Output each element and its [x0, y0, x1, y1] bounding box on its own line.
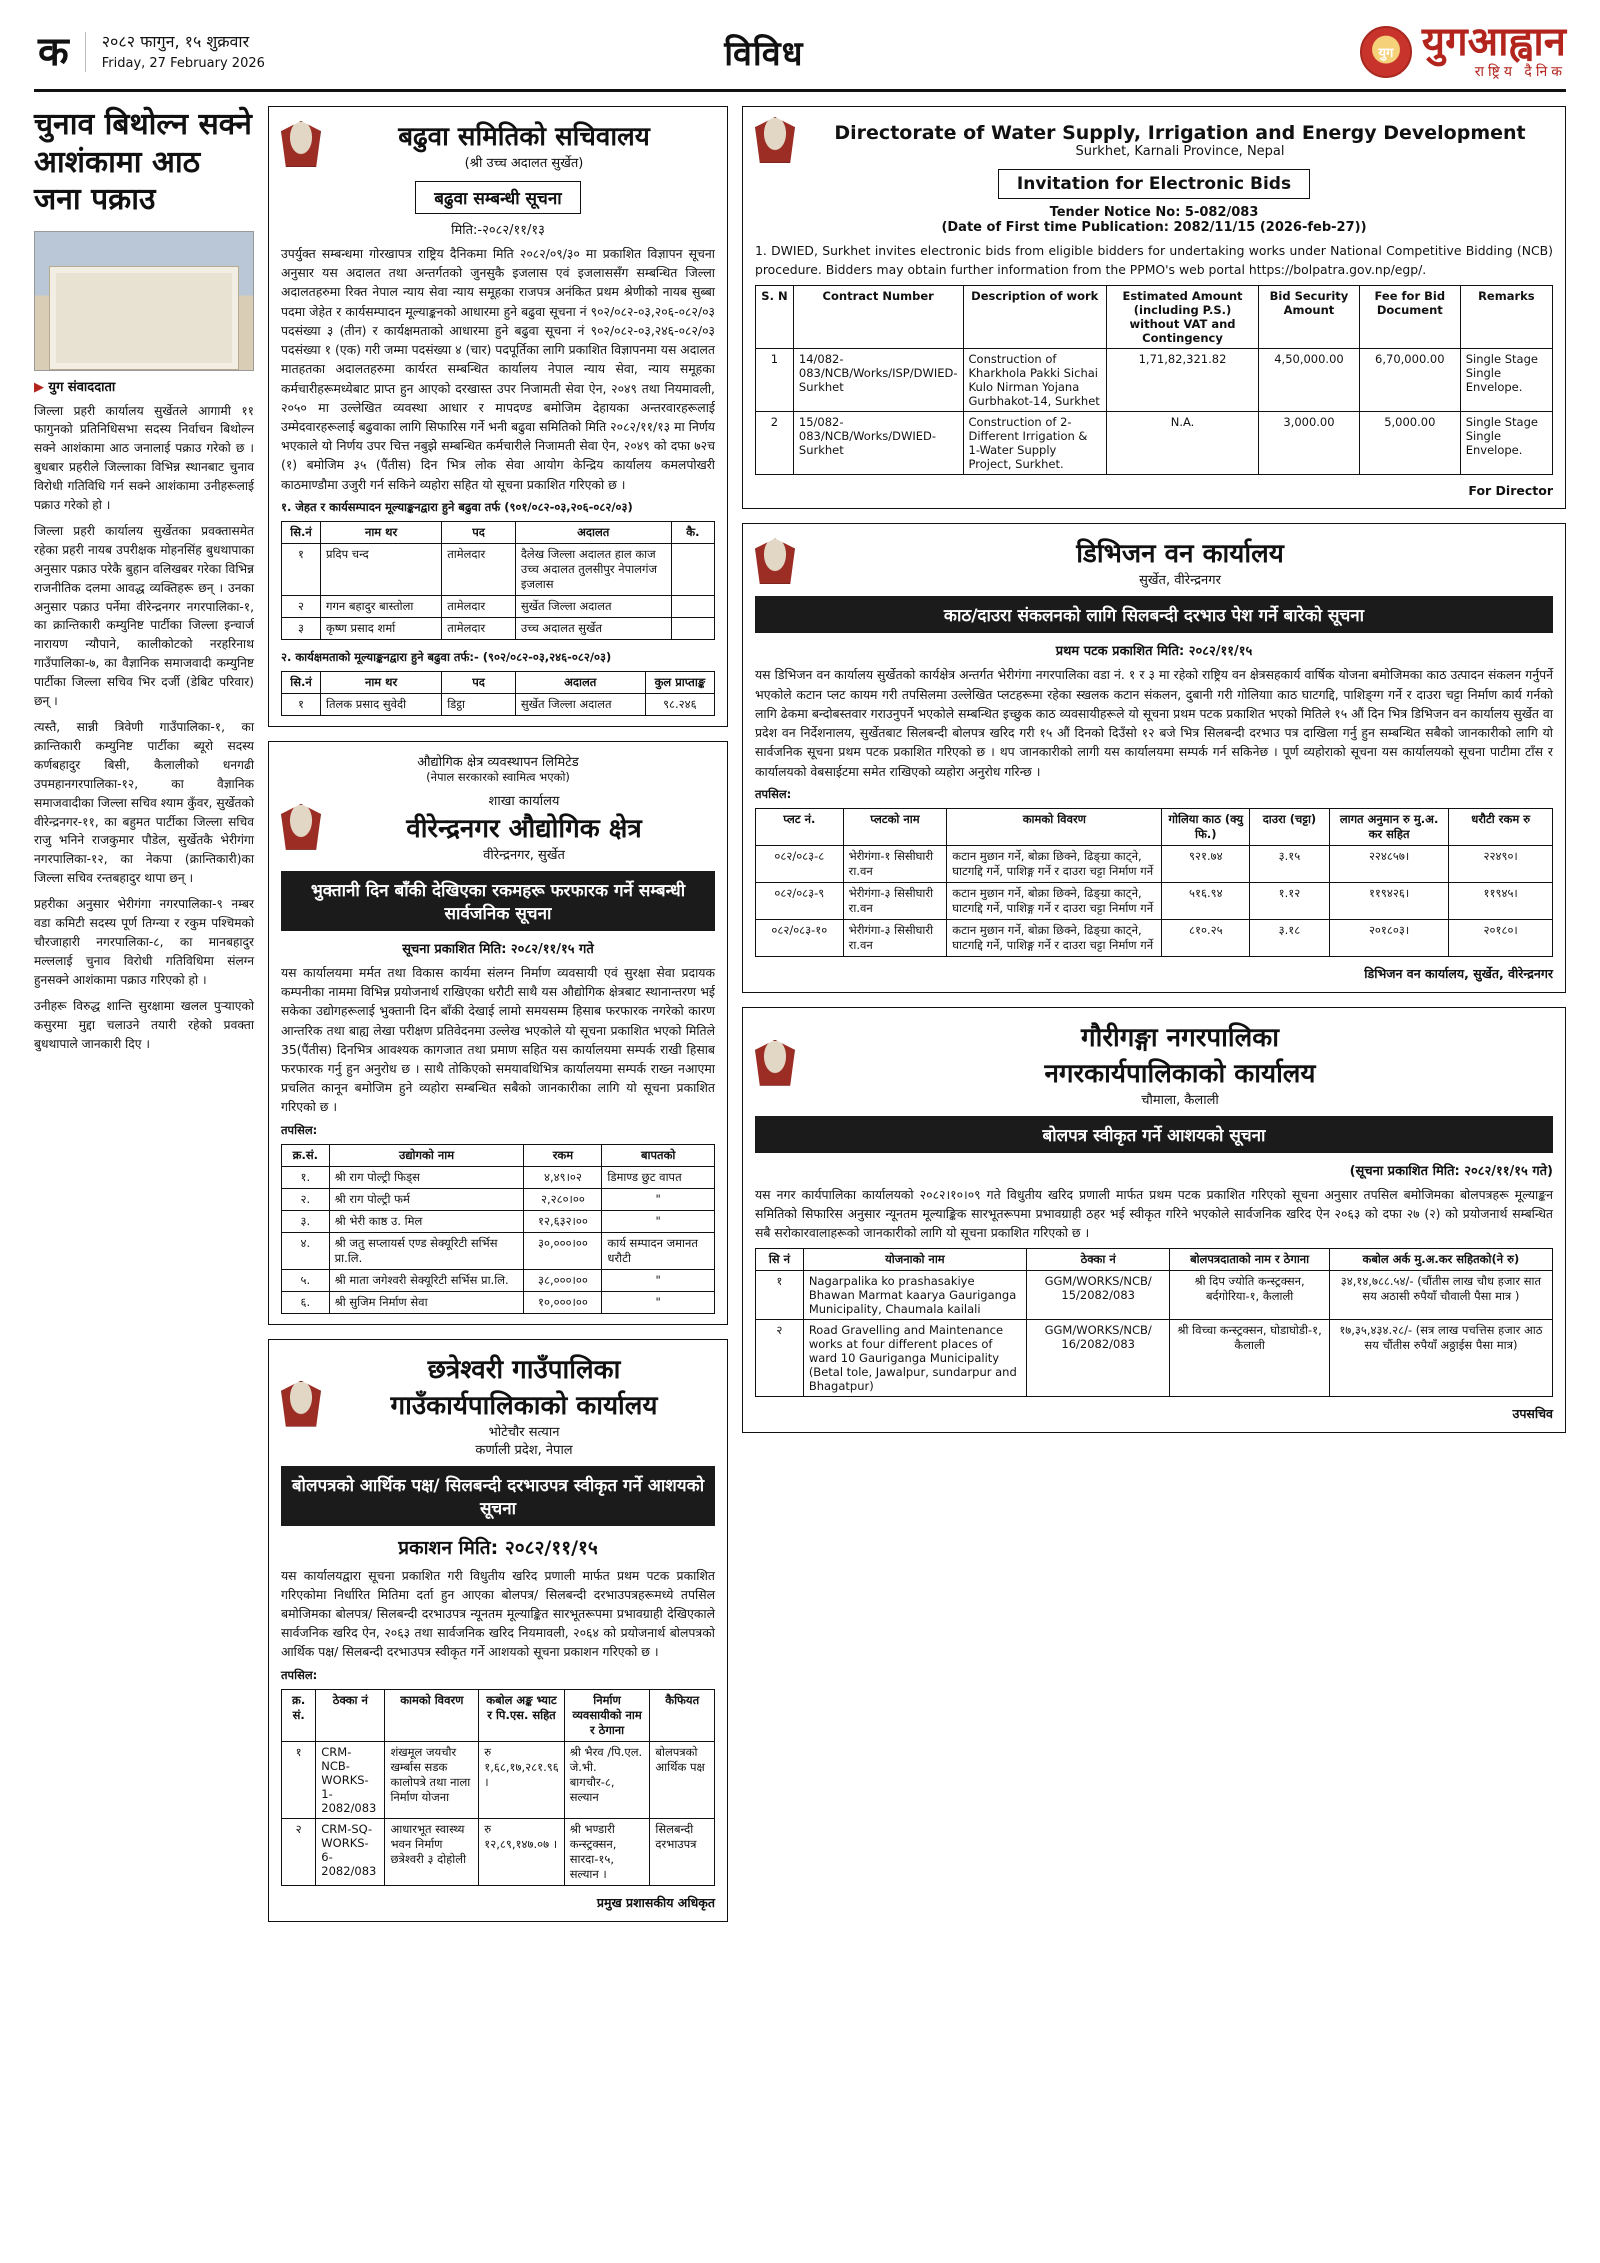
brand-subtitle: राष्ट्रिय दैनिक [1474, 64, 1566, 80]
cell [671, 617, 714, 639]
forest-sub: सुर्खेत, वीरेन्द्रनगर [1139, 573, 1221, 589]
news-paragraph: उनीहरू विरुद्ध शान्ति सुरक्षामा खलल पुऱ्याएको कसुरमा मुद्दा चलाउने तयारी रहेको प्रवक्ता बुधथापाले जानकारी दिए । [34, 998, 254, 1051]
forest-signature: डिभिजन वन कार्यालय, सुर्खेत, वीरेन्द्रनगर [1364, 965, 1553, 981]
th: नाम थर [320, 671, 441, 693]
chhatreshwari-notice [268, 1339, 728, 1922]
th: पद [442, 671, 516, 693]
cell: डिट्ठा [442, 693, 516, 715]
promotion-sub1-title: १. जेहत र कार्यसम्पादन मूल्याङ्कनद्वारा हुने बढुवा तर्फ (९०१/०८२-०३,२०६-०८२/०३) [281, 499, 633, 514]
th: Fee for Bid Document [1359, 286, 1460, 349]
cell: Road Gravelling and Maintenance works at four different places of ward 10 Gauriganga Municipality (Betal tole, Jawalpur, sundarpur and Bhagatpur) [803, 1320, 1026, 1397]
th: प्लटको नाम [843, 808, 947, 845]
dwied-first-publication: (Date of First time Publication: 2082/11/15 (2026-feb-27)) [941, 220, 1367, 235]
th: कैफियत [650, 1689, 715, 1741]
cell: ४,४९।०२ [524, 1166, 602, 1188]
dwied-intro: 1. DWIED, Surkhet invites electronic bids from eligible bidders for undertaking works under National Competitive Bidding (NCB) procedure. Bidders may obtain further information from the PPMO's web portal https://bolpatra.gov.np/egp/. [755, 243, 1553, 278]
cell [671, 595, 714, 617]
cell: ०८२/०८३-९ [756, 882, 844, 919]
cell: श्री जतु सप्लायर्स एण्ड सेक्यूरिटी सर्भिस प्रा.लि. [329, 1232, 524, 1269]
byline-text: युग संवाददाता [48, 379, 116, 395]
gauriganga-line1: गौरीगङ्गा नगरपालिका [1081, 1022, 1279, 1053]
th: सि नं [756, 1249, 804, 1271]
page-letter: क [34, 32, 86, 72]
industrial-line5: वीरेन्द्रनगर, सुर्खेत [483, 847, 565, 863]
cell: तामेलदार [442, 617, 516, 639]
news-paragraph: प्रहरीका अनुसार भेरीगंगा नगरपालिका-९ नम्बर वडा कमिटी सदस्य पूर्ण तिग्न्या र रकुम पश्चिमको चौरजाहारी नगरपालिका-८, का मानबहादुर मल्ललाई चुनाव विरोधी गतिविधिमा संलग्न हुनसक्ने आशंकामा पक्राउ गरिएको हो । [34, 897, 254, 987]
cell: 1 [756, 349, 794, 412]
cell: दैलेख जिल्ला अदालत हाल काज उच्च अदालत तुलसीपुर नेपालगंज इजलास [515, 543, 671, 595]
cell: ३ [282, 617, 321, 639]
th: गोलिया काठ (क्यु फि.) [1162, 808, 1250, 845]
table-row [282, 1741, 715, 1818]
forest-bar-title: काठ/दाउरा संकलनको लागि सिलबन्दी दरभाउ पेश गर्ने बारेको सूचना [755, 596, 1553, 633]
date-nepali: २०८२ फागुन, १५ शुक्रवार [101, 31, 250, 51]
th: Estimated Amount (including P.S.) without VAT and Contingency [1106, 286, 1258, 349]
nepal-emblem-icon [755, 1040, 795, 1086]
cell: डिमाण्ड छुट वापत [602, 1166, 715, 1188]
cell: सिलबन्दी दरभाउपत्र [650, 1818, 715, 1885]
gauriganga-table [755, 1248, 1553, 1397]
cell: " [602, 1210, 715, 1232]
cell: 1,71,82,321.82 [1106, 349, 1258, 412]
cell: ३.१८ [1250, 919, 1330, 956]
table-row [756, 919, 1553, 956]
news-headline: चुनाव बिथोल्न सक्ने आशंकामा आठ जना पक्राउ [34, 107, 252, 217]
chhatreshwari-line3: भोटेचौर सत्यान [488, 1424, 560, 1440]
chhatreshwari-line2: गाउँकार्यपालिकाको कार्यालय [390, 1390, 658, 1421]
cell: " [602, 1291, 715, 1313]
cell: 6,70,000.00 [1359, 349, 1460, 412]
dwied-sub: Surkhet, Karnali Province, Nepal [1075, 143, 1285, 159]
cell: १.१२ [1250, 882, 1330, 919]
promotion-org-title: बढुवा समितिको सचिवालय [398, 122, 650, 152]
byline-marker-icon: ▶ [34, 379, 44, 395]
nepal-emblem-icon [281, 121, 321, 167]
th: प्लट नं. [756, 808, 844, 845]
table-row [282, 1166, 715, 1188]
cell: 4,50,000.00 [1259, 349, 1360, 412]
cell: १ [282, 543, 321, 595]
th: रकम [524, 1144, 602, 1166]
cell: १ [756, 1271, 804, 1320]
dwied-notice [742, 106, 1566, 509]
table-row [282, 693, 715, 715]
chhatreshwari-pub-title: प्रकाशन मिति: २०८२/११/१५ [398, 1536, 598, 1559]
cell: GGM/WORKS/NCB/ 16/2082/083 [1026, 1320, 1169, 1397]
table-header-row [282, 1689, 715, 1741]
cell: १२,६३२।०० [524, 1210, 602, 1232]
cell: १ [282, 1741, 316, 1818]
table-row [282, 1818, 715, 1885]
cell: ०८२/०८३-८ [756, 845, 844, 882]
cell: २ [282, 1818, 316, 1885]
industrial-tapasil-label: तपसिल: [281, 1122, 318, 1137]
cell [671, 543, 714, 595]
cell: कटान मुछान गर्ने, बोक्रा छिक्ने, ढिङ्ग्रा काट्ने, घाटगद्दि गर्ने, पाशिङ्ग गर्ने र दाउरा चट्टा निर्माण गर्ने [947, 845, 1162, 882]
cell: तामेलदार [442, 543, 516, 595]
cell: १०,०००।०० [524, 1291, 602, 1313]
cell: कटान मुछान गर्ने, बोक्रा छिक्ने, ढिङ्ग्रा काट्ने, घाटगद्दि गर्ने, पाशिङ्ग गर्ने र दाउरा चट्टा निर्माण गर्ने [947, 882, 1162, 919]
th: क्र. सं. [282, 1689, 316, 1741]
cell: २२४९०। [1449, 845, 1553, 882]
cell: २२४८५७। [1329, 845, 1449, 882]
date-english: Friday, 27 February 2026 [101, 55, 265, 71]
cell: Single Stage Single Envelope. [1460, 349, 1552, 412]
cell: Nagarpalika ko prashasakiye Bhawan Marmat kaarya Gauriganga Municipality, Chaumala kailali [803, 1271, 1026, 1320]
th: निर्माण व्यवसायीको नाम र ठेगाना [564, 1689, 650, 1741]
cell: श्री सुजिम निर्माण सेवा [329, 1291, 524, 1313]
gauriganga-notice [742, 1007, 1566, 1434]
gauriganga-signature: उपसचिव [1512, 1406, 1553, 1422]
table-row [282, 595, 715, 617]
cell: 15/082-083/NCB/Works/DWIED-Surkhet [793, 412, 963, 475]
cell: 5,000.00 [1359, 412, 1460, 475]
cell: 14/082-083/NCB/Works/ISP/DWIED-Surkhet [793, 349, 963, 412]
chhatreshwari-bar-title: बोलपत्रको आर्थिक पक्ष/ सिलबन्दी दरभाउपत्र स्वीकृत गर्ने आशयको सूचना [281, 1466, 715, 1526]
cell: श्री राग पोल्ट्री फिड्स [329, 1166, 524, 1188]
table-header-row [756, 808, 1553, 845]
th: कबोल अर्क मु.अ.कर सहितको(ने रु) [1329, 1249, 1552, 1271]
cell: २,२८०।०० [524, 1188, 602, 1210]
cell: सुर्खेत जिल्ला अदालत [515, 693, 645, 715]
th: सि.नं [282, 521, 321, 543]
forest-pub-date: प्रथम पटक प्रकाशित मिति: २०८२/११/१५ [1055, 644, 1253, 660]
nepal-emblem-icon [755, 117, 795, 163]
th: कामको विवरण [947, 808, 1162, 845]
cell: GGM/WORKS/NCB/ 15/2082/083 [1026, 1271, 1169, 1320]
table-row [282, 1291, 715, 1313]
cell: २०१८०३। [1329, 919, 1449, 956]
promotion-notice [268, 106, 728, 727]
industrial-logo-icon [281, 804, 321, 850]
table-row [756, 845, 1553, 882]
cell: ५. [282, 1269, 330, 1291]
table-header-row [282, 1144, 715, 1166]
cell: २०१८०। [1449, 919, 1553, 956]
cell: CRM-NCB-WORKS-1-2082/083 [316, 1741, 385, 1818]
dwied-table [755, 285, 1553, 475]
cell: N.A. [1106, 412, 1258, 475]
cell: ३०,०००।०० [524, 1232, 602, 1269]
industrial-bar-title: भुक्तानी दिन बाँकी देखिएका रकमहरू फरफारक गर्ने सम्बन्धी सार्वजनिक सूचना [281, 871, 715, 931]
cell: ०८२/०८३-१० [756, 919, 844, 956]
promotion-sub2-title: २. कार्यक्षमताको मूल्याङ्कनद्वारा हुने बढुवा तर्फ:- (९०२/०८२-०३,२४६-०८२/०३) [281, 649, 612, 664]
chhatreshwari-body: यस कार्यालयद्वारा सूचना प्रकाशित गरी विधुतीय खरिद प्रणाली मार्फत प्रथम पटक प्रकाशित गरिएकोमा निर्धारित मितिमा दर्ता हुन आएका बोलपत्र/ सिलबन्दी दरभाउपत्रहरूमध्ये तपसिल बमोजिमका बोलपत्र/ सिलबन्दी दरभाउपत्र न्यूनतम मूल्याङ्कित सारभूतरूपमा प्रभावग्राही देखिएकाले सार्वजनिक खरिद ऐन, २०६३ तथा सार्वजनिक खरिद नियमावली, २०६४ को प्रयोजनार्थ बोलपत्रको आर्थिक पक्ष/ सिलबन्दी दरभाउपत्र स्वीकृत गर्ने आशयको सूचना प्रकाशन गरिएको छ । [281, 1567, 715, 1660]
th: क्र.सं. [282, 1144, 330, 1166]
promotion-org-sub: (श्री उच्च अदालत सुर्खेत) [464, 156, 584, 171]
th: दाउरा (चट्टा) [1250, 808, 1330, 845]
table-header-row [282, 671, 715, 693]
industrial-pub-date: सूचना प्रकाशित मिति: २०८२/११/१५ गते [402, 941, 594, 957]
news-paragraph: जिल्ला प्रहरी कार्यालय सुर्खेतका प्रवक्तासमेत रहेका प्रहरी नायब उपरीक्षक मोहनसिंह बुधथापाका अनुसार पक्राउ परेकै बुहान वलिखबर गरेका विभिन्न राजनीतिक दलमा आवद्ध व्यक्तिहरू छन् । उनका अनुसार पक्राउ पर्नेमा वीरेन्द्रनगर नगरपालिका-१, का क्रान्तिकारी कम्युनिष्ट पार्टीका जिल्ला इन्चार्ज नारायण न्यौपाने, कालीकोटको नरहरिनाथ गाउँपालिका-७, का वैज्ञानिक समाजवादी कम्युनिष्ट पार्टीका जिल्ला सचिव भिर दर्जी (डेबिट परिवार) छन् । [34, 523, 254, 709]
gauriganga-line3: चौमाला, कैलाली [1141, 1092, 1219, 1108]
cell: " [602, 1269, 715, 1291]
cell: तामेलदार [442, 595, 516, 617]
th: कुल प्राप्ताङ्क [645, 671, 714, 693]
cell: श्री भैरव /पि.एल. जे.भी. बागचौर-८, सल्यान [564, 1741, 650, 1818]
table-header-row [282, 521, 715, 543]
cell: श्री विच्चा कन्स्ट्रक्सन, घोडाघोडी-१, कैलाली [1170, 1320, 1329, 1397]
th: कै. [671, 521, 714, 543]
gauriganga-line2: नगरकार्यपालिकाको कार्यालय [1044, 1058, 1316, 1089]
table-row [756, 882, 1553, 919]
table-row [756, 1271, 1553, 1320]
dwied-tender-notice: Tender Notice No: 5-082/083 [1049, 205, 1259, 220]
cell: Single Stage Single Envelope. [1460, 412, 1552, 475]
th: ठेक्का नं [1026, 1249, 1169, 1271]
cell: श्री दिप ज्योति कन्स्ट्रक्सन, बर्दगोरिया-१, कैलाली [1170, 1271, 1329, 1320]
table-row [282, 1210, 715, 1232]
news-column [34, 106, 254, 1922]
promotion-boxed-title: बढुवा सम्बन्धी सूचना [415, 181, 580, 214]
cell: १. [282, 1166, 330, 1188]
th: S. N [756, 286, 794, 349]
cell: कटान मुछान गर्ने, बोक्रा छिक्ने, ढिङ्ग्रा काट्ने, घाटगद्दि गर्ने, पाशिङ्ग गर्ने र दाउरा चट्टा निर्माण गर्ने [947, 919, 1162, 956]
promotion-table-1 [281, 521, 715, 640]
chhatreshwari-line1: छत्रेश्वरी गाउँपालिका [427, 1354, 621, 1385]
cell: ९८.२४६ [645, 693, 714, 715]
th: कामको विवरण [385, 1689, 479, 1741]
table-row [282, 1269, 715, 1291]
nepal-emblem-icon [755, 538, 795, 584]
brand [1226, 19, 1566, 81]
cell: तिलक प्रसाद सुवेदी [320, 693, 441, 715]
th: बोलपत्रदाताको नाम र ठेगाना [1170, 1249, 1329, 1271]
cell: आधारभूत स्वास्थ्य भवन निर्माण छत्रेश्वरी ३ दोहोली [385, 1818, 479, 1885]
cell: Construction of Kharkhola Pakki Sichai Kulo Nirman Yojana Gurbhakot-14, Surkhet [963, 349, 1106, 412]
th: कबोल अङ्क भ्याट र पि.एस. सहित [479, 1689, 564, 1741]
th: अदालत [515, 521, 671, 543]
news-body [34, 402, 254, 1054]
cell: ५१६.९४ [1162, 882, 1250, 919]
cell: भेरीगंगा-३ सिसीघारी रा.वन [843, 919, 947, 956]
th: पद [442, 521, 516, 543]
cell: CRM-SQ-WORKS-6-2082/083 [316, 1818, 385, 1885]
th: Contract Number [793, 286, 963, 349]
chhatreshwari-line4: कर्णाली प्रदेश, नेपाल [475, 1442, 573, 1458]
industrial-table [281, 1144, 715, 1314]
brand-name: युगआह्वान [1421, 19, 1566, 65]
news-photo [34, 231, 254, 371]
cell: भेरीगंगा-३ सिसीघारी रा.वन [843, 882, 947, 919]
th: Remarks [1460, 286, 1552, 349]
th: Description of work [963, 286, 1106, 349]
promotion-date: मिति:-२०८२/११/१३ [451, 223, 545, 238]
th: योजनाको नाम [803, 1249, 1026, 1271]
table-row [282, 543, 715, 595]
cell: बोलपत्रको आर्थिक पक्ष [650, 1741, 715, 1818]
cell: १ [282, 693, 321, 715]
forest-table [755, 808, 1553, 957]
industrial-line1: औद्योगिक क्षेत्र व्यवस्थापन लिमिटेड [417, 754, 579, 770]
chhatreshwari-signature: प्रमुख प्रशासकीय अधिकृत [596, 1894, 715, 1910]
cell: ८१०.२५ [1162, 919, 1250, 956]
th: लागत अनुमान रु मु.अ. कर सहित [1329, 808, 1449, 845]
cell: २ [282, 595, 321, 617]
gauriganga-bar-title: बोलपत्र स्वीकृत गर्ने आशयको सूचना [755, 1116, 1553, 1153]
cell: श्री माता जगेश्वरी सेक्यूरिटी सर्भिस प्रा.लि. [329, 1269, 524, 1291]
table-header-row [756, 1249, 1553, 1271]
cell: ३. [282, 1210, 330, 1232]
promotion-header [281, 117, 715, 171]
cell: श्री भण्डारी कन्स्ट्रक्सन, सारदा-१५, सल्यान । [564, 1818, 650, 1885]
cell: गगन बहादुर बास्तोला [320, 595, 441, 617]
dwied-signature: For Director [1468, 483, 1553, 499]
table-row [282, 1232, 715, 1269]
cell: प्रदिप चन्द [320, 543, 441, 595]
cell: कार्य सम्पादन जमानत धरौटी [602, 1232, 715, 1269]
cell: Construction of 2-Different Irrigation & 1-Water Supply Project, Surkhet. [963, 412, 1106, 475]
cell: ६. [282, 1291, 330, 1313]
cell: श्री राग पोल्ट्री फर्म [329, 1188, 524, 1210]
table-row [756, 412, 1553, 475]
cell: ४. [282, 1232, 330, 1269]
gauriganga-body: यस नगर कार्यपालिका कार्यालयको २०८२।१०।०९ गते विधुतीय खरिद प्रणाली मार्फत प्रथम पटक प्रकाशित गरिएको सूचना अनुसार तपसिल बमोजिमका बोलपत्रहरू मूल्याङ्कन समितिको सिफारिस अनुसार न्यूनतम मूल्याङ्किक सारभूतरूपमा प्रभावग्राही ठहर भई स्वीकृत गरिने भएकोले सार्वजनिक खरिद ऐन २०६३ को दफा २७ (२) को प्रयोजनार्थ सम्बन्धित सबै सरोकारवालाहरूको जानकारीको लागि यो सूचना प्रकाशित गरिएको छ । [755, 1186, 1553, 1241]
right-column [742, 106, 1566, 1922]
news-paragraph: जिल्ला प्रहरी कार्यालय सुर्खेतले आगामी ११ फागुनको प्रतिनिधिसभा सदस्य निर्वाचन बिथोल्न सक्ने आशंकामा आठ जनालाई पक्राउ गरेको छ । बुधबार प्रहरीले जिल्लाका विभिन्न स्थानबाट चुनाव विरोधी गतिविधि गर्न सक्ने आशंकामा उनीहरूलाई पक्राउ गरेको हो । [34, 403, 254, 513]
th: अदालत [515, 671, 645, 693]
cell: 2 [756, 412, 794, 475]
cell: कृष्ण प्रसाद शर्मा [320, 617, 441, 639]
th: धरौटी रकम रु [1449, 808, 1553, 845]
cell: " [602, 1188, 715, 1210]
dwied-title: Directorate of Water Supply, Irrigation and Energy Development [834, 121, 1526, 144]
th: बापतको [602, 1144, 715, 1166]
newspaper-logo-icon: युग [1360, 26, 1412, 78]
byline [34, 377, 254, 395]
table-row [756, 1320, 1553, 1397]
cell: शंखमूल जयचौर खर्म्बास सडक कालोपत्रे तथा नाला निर्माण योजना [385, 1741, 479, 1818]
th: उद्योगको नाम [329, 1144, 524, 1166]
news-paragraph: त्यस्तै, सान्नी त्रिवेणी गाउँपालिका-१, का क्रान्तिकारी कम्युनिष्ट पार्टीका ब्यूरो सदस्य कर्णबहादुर बिसी, कैलालीको धनगढी उपमहानगरपालिका-१२, का वैज्ञानिक समाजवादीका जिल्ला सचिव श्याम कुँवर, सुर्खेतको वीरेन्द्रनगर-११, का बहुमत पार्टीका जिल्ला सचिव राजु भनिने राजकुमार पौडेल, सुर्खेतकै भेरीगंगा नगरपालिका-१२, का नेकपा (क्रान्तिकारी)का जिल्ला सचिव रन्तबहादुर थापा छन् । [34, 720, 254, 886]
promotion-table-2 [281, 671, 715, 716]
chhatreshwari-table [281, 1689, 715, 1886]
chhatreshwari-tapasil-label: तपसिल: [281, 1667, 318, 1682]
gauriganga-pub-date: (सूचना प्रकाशित मिति: २०८२/११/१५ गते) [1349, 1163, 1553, 1179]
cell: 3,000.00 [1259, 412, 1360, 475]
dwied-boxed-title: Invitation for Electronic Bids [998, 169, 1310, 199]
publication-date [102, 30, 302, 74]
table-row [282, 1188, 715, 1210]
cell: रु १,६८,१७,२८१.९६ । [479, 1741, 564, 1818]
cell: ३.१५ [1250, 845, 1330, 882]
table-header-row [756, 286, 1553, 349]
th: नाम थर [320, 521, 441, 543]
forest-title: डिभिजन वन कार्यालय [1076, 539, 1284, 570]
forest-tapasil-label: तपसिल: [755, 786, 792, 801]
cell: ११९४२६। [1329, 882, 1449, 919]
cell: ९२१.७४ [1162, 845, 1250, 882]
table-row [282, 617, 715, 639]
cell: श्री भेरी काष्ठ उ. मिल [329, 1210, 524, 1232]
cell: भेरीगंगा-१ सिसीघारी रा.वन [843, 845, 947, 882]
cell: सुर्खेत जिल्ला अदालत [515, 595, 671, 617]
section-title: विविध [724, 33, 804, 74]
cell: ३४,१४,७८८.५४/- (चौंतीस लाख चौध हजार सात सय अठासी रुपैयाँ चौवाली पैसा मात्र ) [1329, 1271, 1552, 1320]
industrial-line3: शाखा कार्यालय [488, 793, 560, 809]
industrial-body: यस कार्यालयमा मर्मत तथा विकास कार्यमा संलग्न निर्माण व्यवसायी एवं सुरक्षा सेवा प्रदायक कम्पनीका नाममा विभिन्न प्रयोजनार्थ राखिएका धरौटी साथै यस औद्योगिक क्षेत्रबाट स्थानान्तरण भई सकेका उद्योगहरूलाई भुक्तानी दिन बाँकी देखाई लामो समयसम्म हिसाब फरफारक नगरेको कारण आन्तरिक तथा बाह्य लेखा परीक्षण प्रतिवेदनमा उल्लेख भएकोले यो सूचना प्रकाशित भएको मितिले 35(पैंतीस) दिनभित्र आवश्यक कागजात तथा प्रमाण सहित यस कार्यालयमा सम्पर्क राखी हिसाब फरफारक गर्नु हुन अनुरोध छ । साथै तोकिएको समयावधिभित्र कार्यालयमा सम्पर्क राख्न नआएमा प्रचलित कानून बमोजिम हुने व्यहोरा सम्बन्धित सबैको जानकारीका लागि यो सूचना प्रकाशित गरिएको छ । [281, 964, 715, 1115]
industrial-estate-notice [268, 741, 728, 1325]
cell: ३८,०००।०० [524, 1269, 602, 1291]
middle-column [268, 106, 728, 1922]
table-row [756, 349, 1553, 412]
forest-office-notice [742, 523, 1566, 992]
forest-body: यस डिभिजन वन कार्यालय सुर्खेतको कार्यक्षेत्र अन्तर्गत भेरीगंगा नगरपालिका वडा नं. १ र ३ मा रहेको राष्ट्रिय वन क्षेत्रसहकार्य वार्षिक योजना बमोजिमका काठ उत्पादन संकलन गर्नुपर्ने भएकोले कटान प्लट कायम गरी तपसिलमा उल्लेखित प्लटहरूमा रहेका स्खलक कटान संकलन, दुबानी गरी गोलियाा काठ घाटगद्दि, पाशिङ्ग्ग गर्ने र दाउरा चट्टा निर्माण कार्य गर्नको लागि ढेकमा बन्दोबस्तवार गराउनुपर्ने भएकोले सम्बन्धित इच्छुक काठ व्यवसायीहरूले यो सूचना प्रथम पटक प्रकाशित भएको मितिले १५ औं दिन भित्र डिभिजन वन कार्यालय सुर्खेत वा प्रदेश वन निर्देशनालय, सुर्खेतबाट सिलबन्दी बोलपत्र खरिद गरी १५ औं दिनको दिउँसो १२ बजे भित्र सिलबन्दी दरभाउ पत्र दाखिला गर्नु हुन सम्बन्धित सबैको जानकारीको लागि यो सार्वजनिक सूचना प्रथम पटक प्रकाशित गरिएको छ । थप जानकारीको लागी यस कार्यालयमा सम्पर्क गर्न सकिनेछ । पूर्ण व्यहोराको सूचना यस कार्यालयको सूचना पाटीमा टाँस र कार्यालयको वेबसाईटमा समेत राखिएको व्यहोरा अनुरोध गरिन्छ । [755, 667, 1553, 779]
promotion-body: उपर्युक्त सम्बन्धमा गोरखापत्र राष्ट्रिय दैनिकमा मिति २०८२/०९/३० मा प्रकाशित विज्ञापन सूचना अनुसार यस अदालत तथा अन्तर्गतको जुनसुकै इजलास एवं इजलाससँग सम्बन्धित जिल्ला अदालतहरुमा रिक्त नेपाल न्याय सेवा न्याय समूहका राजपत्र अनंकित प्रथम श्रेणीको नायब सुब्बा पदमा जेहेत र कार्यसम्पादन मूल्याङ्कनको आधारमा हुने बढुवा सूचना नं ९०२/०८२-०३,२०६-०८२/०३ पदसंख्या ३ (तीन) र कार्यक्षमताको आधारमा हुने बढुवा सूचना नं ९०२/०८२-०३,२४६-०८२/०३ पदसंख्या १ (एक) गरी जम्मा पदसंख्या ४ (चार) पदपूर्तिका लागि प्रकाशित विज्ञापनमा यस अदालत मातहतका अदालतहरुमा कार्यरत सम्बन्धित कार्यालय नेपाल न्याय सेवा, न्याय समूहका कर्मचारीहरूमध्येबाट प्राप्त हुन आएको दरखास्त उपर निजामती सेवा ऐन, २०४९ तथा नियमावली, २०५० मा उल्लेखित व्यवस्था आधार र मापदण्ड बमोजिम देहायका अन्तरवारहरूलाई उम्मेदवारहरूलाई बढुवाका लागि सिफारिस गर्ने भनी बढुवा समितिको मिति २०८२/११/१३ मा निर्णय भएकाले यो निर्णय उपर चित्त नबुझेे सम्बन्धित कर्मचारीले निजामती सेवा ऐन, २०४९ को दफा ७२च (१) बमोजिम ३५ (पैंतीस) दिन भित्र लोक सेवा आयोग केन्द्रिय कार्यालय कमलपोखरी काठमाण्डौमा उजुरी गर्न सकिने व्यहोरा सहित यो सूचना प्रकाशित गरिएको छ । [281, 246, 715, 492]
th: सि.नं [282, 671, 321, 693]
cell: रु १२,८९,१४७.०७ । [479, 1818, 564, 1885]
cell: उच्च अदालत सुर्खेत [515, 617, 671, 639]
cell: २ [756, 1320, 804, 1397]
cell: २. [282, 1188, 330, 1210]
cell: १७,३५,४३४.२८/- (सत्र लाख पचत्तिस हजार आठ सय चौंतीस रुपैयाँ अठ्ठाईस पैसा मात्र) [1329, 1320, 1552, 1397]
industrial-line4: वीरेन्द्रनगर औद्योगिक क्षेत्र [406, 813, 642, 844]
th: Bid Security Amount [1259, 286, 1360, 349]
masthead [34, 19, 1566, 92]
cell: ११९४५। [1449, 882, 1553, 919]
th: ठेक्का नं [316, 1689, 385, 1741]
nepal-emblem-icon [281, 1381, 321, 1427]
industrial-line2: (नेपाल सरकारको स्वामित्व भएको) [426, 769, 570, 784]
